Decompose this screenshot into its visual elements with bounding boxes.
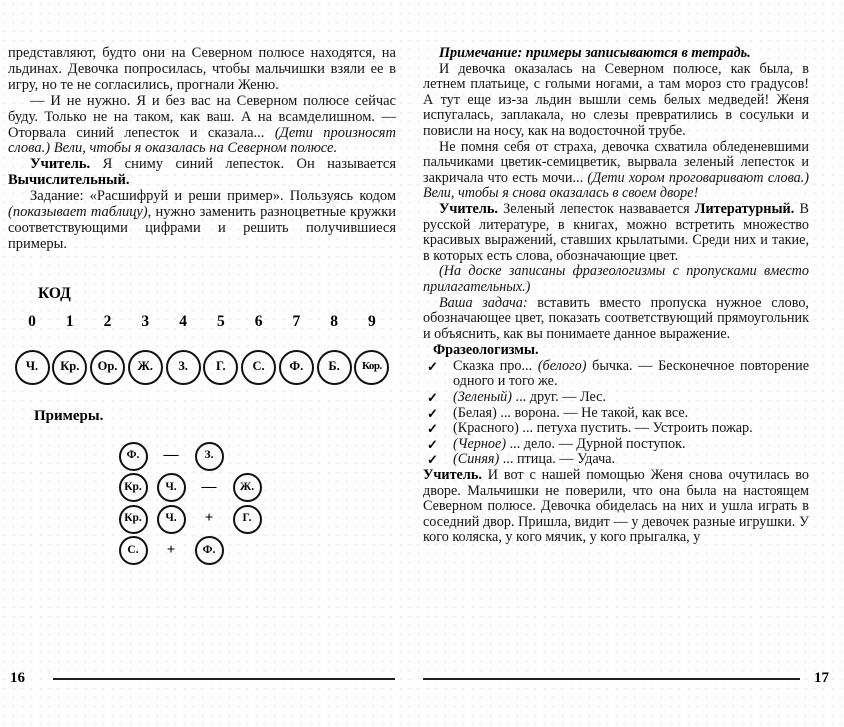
dialogue-text: — И не нужно. Я и без вас на Северном полюсе сейчас буду. Только не на таком, как ваш. А на всамделишном. — Оторвала синий лепесток и сказала...	[8, 92, 396, 141]
item-text-tail: ... птица. — Удача.	[499, 451, 616, 468]
code-digit: 2	[103, 312, 112, 330]
code-table	[14, 314, 390, 385]
code-circle: Б.	[317, 350, 352, 385]
paragraph-dialogue	[8, 94, 396, 158]
example-cell	[228, 505, 266, 534]
code-circle: Кор.	[354, 350, 389, 385]
list-item	[423, 421, 809, 437]
list-item	[423, 406, 809, 422]
footer-rule-right	[423, 678, 800, 680]
phraseologisms-heading: Фразеологизмы.	[433, 342, 539, 359]
item-text-tail: ... друг. — Лес.	[512, 389, 607, 406]
example-row-3	[114, 504, 396, 536]
left-page-footer	[10, 670, 395, 687]
example-cell	[190, 442, 228, 471]
teacher-text: Зеленый лепесток назвавается	[497, 200, 695, 217]
code-column	[127, 314, 163, 385]
code-digit: 0	[28, 312, 36, 330]
code-circle: Ж.	[128, 350, 163, 385]
code-circle: Кр.	[52, 350, 87, 385]
color-word-italic: (белого)	[537, 357, 587, 374]
example-cell	[228, 473, 266, 502]
example-circle: Ж.	[233, 473, 262, 502]
task-text: Задание: «Расшифруй и реши пример». Пользуясь кодом	[30, 188, 396, 205]
item-text: (Красного) ... петуха пустить. — Устроить пожар.	[453, 420, 753, 437]
checkmark-icon: ✓	[427, 436, 438, 452]
list-item	[423, 437, 809, 453]
paragraph-story-2	[423, 140, 809, 202]
petal-name-bold: Литературный.	[694, 200, 795, 217]
example-cell	[190, 536, 228, 565]
item-text: (Белая) ... ворона. — Не такой, как все.	[453, 404, 689, 421]
task-text-tail: , нужно заменить разноцветные кружки соответствующими цифрами и решить получившиеся примеры.	[8, 204, 396, 252]
code-circle: Г.	[203, 350, 238, 385]
item-text-tail: ... дело. — Дурной поступок.	[506, 435, 686, 452]
example-cell	[114, 536, 152, 565]
example-cell	[114, 442, 152, 471]
checkmark-icon: ✓	[427, 452, 438, 468]
code-digit: 9	[368, 312, 376, 330]
page-number-left: 16	[10, 670, 25, 686]
example-circle: Ф.	[119, 442, 148, 471]
story-text: Не помня себя от страха, девочка схватила обледеневшими пальчиками цветик-семицветик, вырвала зеленый лепесток и закричала что есть мочи...	[423, 138, 809, 186]
checkmark-icon: ✓	[427, 405, 438, 421]
color-word-italic: (Синяя)	[453, 451, 500, 468]
example-circle: С.	[119, 536, 148, 565]
code-circle: Ф.	[279, 350, 314, 385]
list-item	[423, 359, 809, 390]
code-column	[316, 314, 352, 385]
paragraph-teacher-final	[423, 468, 809, 546]
plus-operator: +	[204, 510, 214, 527]
paragraph-story: И девочка оказалась на Северном полюсе, как была, в летнем платьице, с голыми ногами, а там мороз сто градусов! А тут еще из-за льдин вышли семь белых медведей! Женя испугалась, заплакала, но слезы превратились в сосульки и повисли на носу, как на водосточной трубе.	[423, 60, 809, 139]
code-digit: 1	[65, 312, 74, 330]
code-digit: 8	[330, 312, 338, 330]
minus-operator: —	[201, 478, 217, 495]
example-circle: Г.	[233, 505, 262, 534]
item-text-tail: бычка. — Бесконечное повторение одного и того же.	[453, 357, 809, 390]
code-column	[354, 314, 390, 385]
paragraph-teacher	[8, 157, 396, 189]
list-item	[423, 390, 809, 406]
stage-direction-italic: (показывает таблицу)	[8, 204, 148, 221]
code-column	[278, 314, 314, 385]
task-label-italic: Ваша задача:	[439, 294, 528, 311]
example-circle: Ч.	[157, 505, 186, 534]
speaker-label: Учитель.	[423, 467, 482, 484]
color-word-italic: (Зеленый)	[453, 389, 512, 406]
note-paragraph: Примечание: примеры записываются в тетрадь.	[439, 45, 751, 61]
code-column	[52, 314, 88, 385]
task-text: вставить вместо пропуска нужное слово, обозначающее цвет, показать соответствующий прямоугольник и объяснить, как вы понимаете данное выражение.	[423, 294, 809, 342]
speaker-label: Учитель.	[439, 200, 498, 217]
teacher-text-tail: В русской литературе, в книгах, можно встретить множество красивых выражений, ставших крылатыми. Среди них и такие, в которых есть слова, обозначающие цвет.	[423, 200, 809, 264]
checkmark-icon: ✓	[427, 358, 438, 374]
example-row-2	[114, 472, 396, 504]
code-column	[14, 314, 50, 385]
example-circle: Ф.	[195, 536, 224, 565]
paragraph-teacher	[423, 202, 809, 264]
example-cell	[114, 473, 152, 502]
example-row-4	[114, 535, 396, 567]
example-circle: Ч.	[157, 473, 186, 502]
stage-direction-italic: (Дети произносят слова.) Вели, чтобы я оказалась на Северном полюсе.	[8, 124, 396, 157]
page-17-column	[423, 46, 809, 546]
code-circle: З.	[166, 350, 201, 385]
code-digit: 4	[179, 312, 187, 330]
example-circle: Кр.	[119, 473, 148, 502]
teacher-final-text: И вот с нашей помощью Женя снова очутилась во дворе. Мальчишки не поверили, что она была на настоящем Северном полюсе. Девочка обиделась на них и ушла играть в соседний двор. Пришла, видит — у девочек разные игрушки. У кого коляска, у кого мячик, у кого прыгалка, у	[423, 467, 809, 546]
example-cell	[114, 505, 152, 534]
list-item	[423, 452, 809, 468]
teacher-text: Я сниму синий лепесток. Он называется	[90, 156, 396, 173]
example-cell	[152, 505, 190, 534]
item-text: Сказка про...	[453, 357, 538, 374]
code-digit: 5	[216, 312, 225, 330]
code-heading: КОД	[38, 284, 71, 302]
paragraph-continuation: представляют, будто они на Северном полюсе находятся, на льдинах. Девочка попросилась, чтобы мальчишки взяли ее в игру, но те не согласились, прогнали Женю.	[8, 45, 396, 93]
code-circle: Ч.	[15, 350, 50, 385]
checkmark-icon: ✓	[427, 421, 438, 437]
code-digit: 3	[141, 312, 150, 330]
code-circle: Ор.	[90, 350, 125, 385]
code-circle: С.	[241, 350, 276, 385]
page-16-column	[8, 46, 396, 567]
right-page-footer	[423, 670, 829, 687]
example-circle: Кр.	[119, 505, 148, 534]
board-note-italic: (На доске записаны фразеологизмы с пропусками вместо прилагательных.)	[423, 263, 809, 295]
plus-operator: +	[166, 541, 176, 558]
code-column	[165, 314, 201, 385]
speaker-label: Учитель.	[30, 156, 91, 173]
paragraph-task	[8, 189, 396, 253]
examples-diagram	[114, 441, 396, 567]
code-column	[203, 314, 239, 385]
code-column	[241, 314, 277, 385]
color-word-italic: (Черное)	[453, 435, 507, 452]
example-row-1	[114, 441, 396, 473]
footer-rule-left	[53, 678, 395, 680]
example-circle: З.	[195, 442, 224, 471]
checkmark-icon: ✓	[427, 390, 438, 406]
code-digit: 6	[254, 312, 263, 330]
example-cell	[152, 473, 190, 502]
minus-operator: —	[163, 447, 179, 464]
examples-heading: Примеры.	[34, 407, 104, 424]
page-number-right: 17	[814, 670, 829, 686]
petal-name-bold: Вычислительный.	[8, 172, 130, 189]
paragraph-your-task	[423, 296, 809, 343]
code-digit: 7	[292, 312, 301, 330]
stage-direction-italic: (Дети хором проговаривают слова.) Вели, чтобы я снова оказалась в своем дворе!	[423, 169, 809, 202]
code-column	[90, 314, 126, 385]
